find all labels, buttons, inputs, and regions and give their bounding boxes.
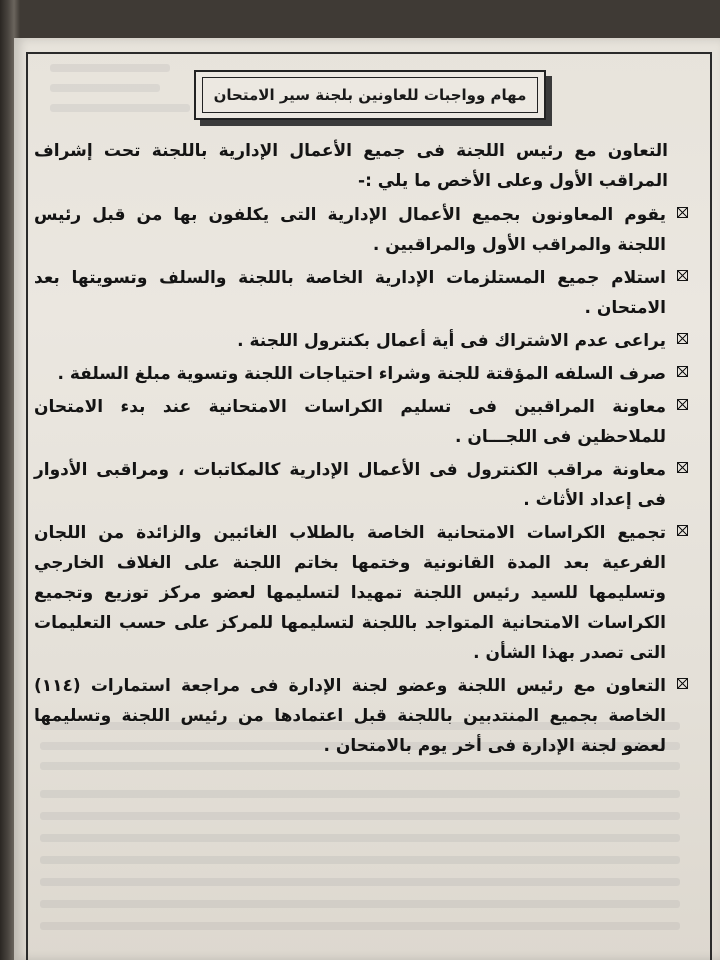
- list-item-text: صرف السلفه المؤقتة للجنة وشراء احتياجات اللجنة وتسوية مبلغ السلفة .: [57, 364, 666, 384]
- checkbox-x-icon: [677, 462, 688, 473]
- checkbox-x-icon: [677, 678, 688, 689]
- checkbox-x-icon: [677, 333, 688, 344]
- intro-paragraph: التعاون مع رئيس اللجنة فى جميع الأعمال الإدارية باللجنة تحت إشراف المراقب الأول وعلى الأخص ما يلي :-: [34, 141, 668, 191]
- list-item: [34, 392, 690, 452]
- document-body: [34, 136, 690, 764]
- list-item: [34, 326, 690, 356]
- list-item: [34, 671, 690, 761]
- list-item-text: استلام جميع المستلزمات الإدارية الخاصة باللجنة والسلف وتسويتها بعد الامتحان .: [34, 268, 666, 318]
- checkbox-x-icon: [677, 207, 688, 218]
- list-item-text: معاونة مراقب الكنترول فى الأعمال الإدارية كالمكاتبات ، ومراقبى الأدوار فى إعداد الأثاث .: [34, 460, 666, 510]
- list-item-text: التعاون مع رئيس اللجنة وعضو لجنة الإدارة فى مراجعة استمارات (١١٤) الخاصة بجميع المنتدبين باللجنة قبل اعتمادها من رئيس اللجنة وتسليمها لعضو لجنة الإدارة فى أخر يوم بالامتحان .: [34, 676, 666, 756]
- checkbox-x-icon: [677, 399, 688, 410]
- list-item-text: يراعى عدم الاشتراك فى أية أعمال بكنترول اللجنة .: [237, 331, 666, 351]
- list-item: [34, 263, 690, 323]
- list-item: [34, 200, 690, 260]
- list-item-text: تجميع الكراسات الامتحانية الخاصة بالطلاب الغائبين والزائدة من اللجان الفرعية بعد المدة القانونية وختمها بخاتم اللجنة على الغلاف الخارجي وتسليمها للسيد رئيس اللجنة تمهيدا لتسليمها لعضو مركز توزيع وتجميع الكراسات الامتحانية المتواجد باللجنة لتسليمها للمركز على حسب التعليمات التى تصدر بهذا الشأن .: [34, 523, 666, 663]
- duties-list: [34, 200, 690, 761]
- checkbox-x-icon: [677, 366, 688, 377]
- list-item-text: معاونة المراقبين فى تسليم الكراسات الامتحانية عند بدء الامتحان للملاحظين فى اللجـــان .: [34, 397, 666, 447]
- list-item: [34, 518, 690, 668]
- title-box: [194, 70, 546, 120]
- checkbox-x-icon: [677, 270, 688, 281]
- page-title: مهام وواجبات للعاونين بلجنة سير الامتحان: [202, 77, 538, 113]
- checkbox-x-icon: [677, 525, 688, 536]
- list-item-text: يقوم المعاونون بجميع الأعمال الإدارية التى يكلفون بها من قبل رئيس اللجنة والمراقب الأول والمراقبين .: [34, 205, 666, 255]
- list-item: [34, 359, 690, 389]
- list-item: [34, 455, 690, 515]
